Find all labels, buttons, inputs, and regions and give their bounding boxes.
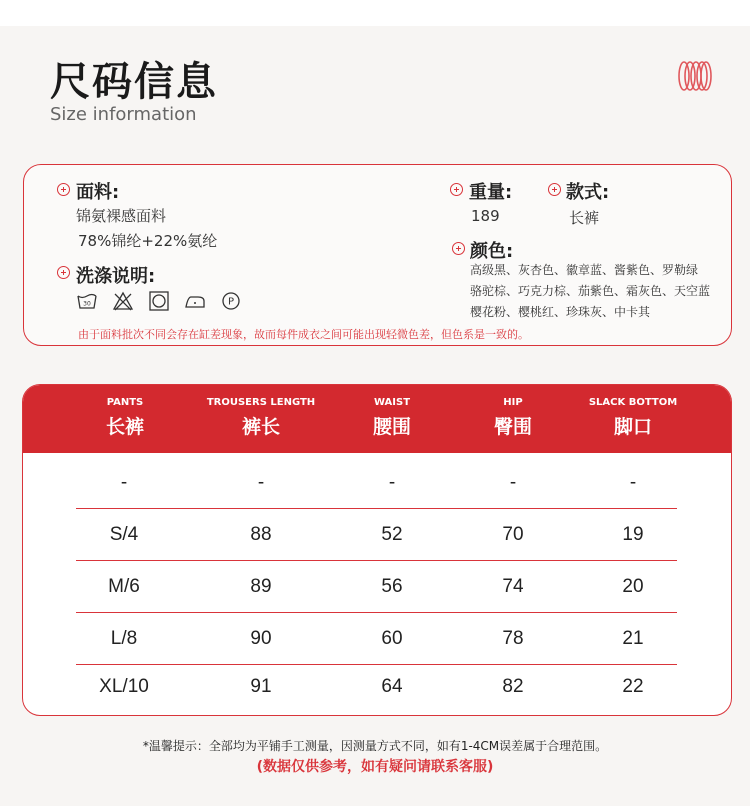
cell-size: L/8: [110, 628, 138, 649]
plus-circle-icon: [57, 183, 70, 196]
cell-hip: 74: [502, 576, 524, 597]
cell-bottom: 19: [622, 524, 644, 545]
cell-hip: 82: [502, 676, 524, 697]
cell-waist: -: [388, 472, 396, 493]
size-table: [22, 384, 732, 716]
table-row: [76, 509, 677, 561]
colors-line-3: 樱花粉、樱桃红、珍珠灰、中卡其: [470, 305, 651, 319]
cell-length: 89: [250, 576, 272, 597]
color-label: 颜色:: [470, 241, 514, 262]
header-hip-zh: 臀围: [493, 416, 532, 438]
cell-waist: 52: [381, 524, 403, 545]
table-row: [76, 661, 677, 713]
style-value: 长裤: [569, 209, 600, 227]
header-length-en: TROUSERS LENGTH: [206, 397, 316, 408]
top-band: [0, 0, 750, 26]
tumble-dry-icon: [148, 291, 170, 311]
colors-line-1: 高级黑、灰杏色、徽章蓝、酱紫色、罗勒绿: [470, 263, 699, 277]
fabric-name: 锦氨裸感面料: [76, 207, 167, 225]
style-label: 款式:: [566, 182, 610, 203]
plus-circle-icon: [548, 183, 561, 196]
cell-hip: -: [509, 472, 517, 493]
svg-text:P: P: [227, 296, 235, 308]
cell-bottom: 22: [622, 676, 644, 697]
cell-waist: 56: [381, 576, 403, 597]
page-title: 尺码信息: [50, 59, 218, 105]
wash-label: 洗涤说明:: [76, 266, 156, 287]
header-pants-en: PANTS: [106, 397, 144, 408]
reference-note: (数据仅供参考，如有疑问请联系客服): [256, 759, 494, 775]
table-row: [76, 457, 677, 509]
cell-length: 91: [250, 676, 272, 697]
plus-circle-icon: [452, 242, 465, 255]
color-variance-note: 由于面料批次不同会存在缸差现象，故而每件成衣之间可能出现轻微色差，但色系是一致的。: [78, 328, 529, 341]
cell-bottom: -: [629, 472, 637, 493]
weight-label: 重量:: [469, 182, 513, 203]
size-table-header: [23, 385, 732, 453]
cell-waist: 64: [381, 676, 403, 697]
cell-size: M/6: [108, 576, 140, 597]
cell-size: -: [120, 472, 128, 493]
cell-length: 88: [250, 524, 272, 545]
header-waist-zh: 腰围: [372, 416, 411, 438]
header-bottom-en: SLACK BOTTOM: [588, 397, 678, 408]
colors-line-2: 骆驼棕、巧克力棕、茄紫色、霜灰色、天空蓝: [470, 284, 711, 298]
table-row: [76, 613, 677, 665]
page-subtitle: Size information: [50, 104, 197, 125]
svg-text:30: 30: [83, 300, 91, 308]
measurement-tip: *温馨提示：全部均为平铺手工测量，因测量方式不同，如有1-4CM误差属于合理范围。: [142, 739, 608, 753]
cell-bottom: 20: [622, 576, 644, 597]
cell-hip: 78: [502, 628, 524, 649]
wash-icons: [76, 291, 242, 311]
rings-decoration-icon: [678, 60, 712, 92]
header-hip-en: HIP: [503, 397, 523, 408]
cell-length: -: [257, 472, 265, 493]
dry-clean-p-icon: [220, 291, 242, 311]
cell-length: 90: [250, 628, 272, 649]
header-length-zh: 裤长: [241, 416, 280, 438]
table-row: [76, 561, 677, 613]
weight-value: 189: [471, 207, 500, 225]
wash-30-icon: [76, 291, 98, 311]
cell-size: S/4: [109, 524, 139, 545]
cell-hip: 70: [502, 524, 524, 545]
cell-bottom: 21: [622, 628, 644, 649]
header-pants-zh: 长裤: [105, 416, 144, 438]
fabric-label: 面料:: [76, 182, 120, 203]
iron-icon: [184, 291, 206, 311]
cell-waist: 60: [381, 628, 403, 649]
cell-size: XL/10: [99, 676, 149, 697]
header-bottom-zh: 脚口: [613, 416, 652, 438]
header-slack-bottom: [553, 397, 713, 439]
plus-circle-icon: [450, 183, 463, 196]
no-bleach-icon: [112, 291, 134, 311]
plus-circle-icon: [57, 266, 70, 279]
fabric-composition: 78%锦纶+22%氨纶: [78, 232, 218, 250]
header-waist-en: WAIST: [373, 397, 411, 408]
